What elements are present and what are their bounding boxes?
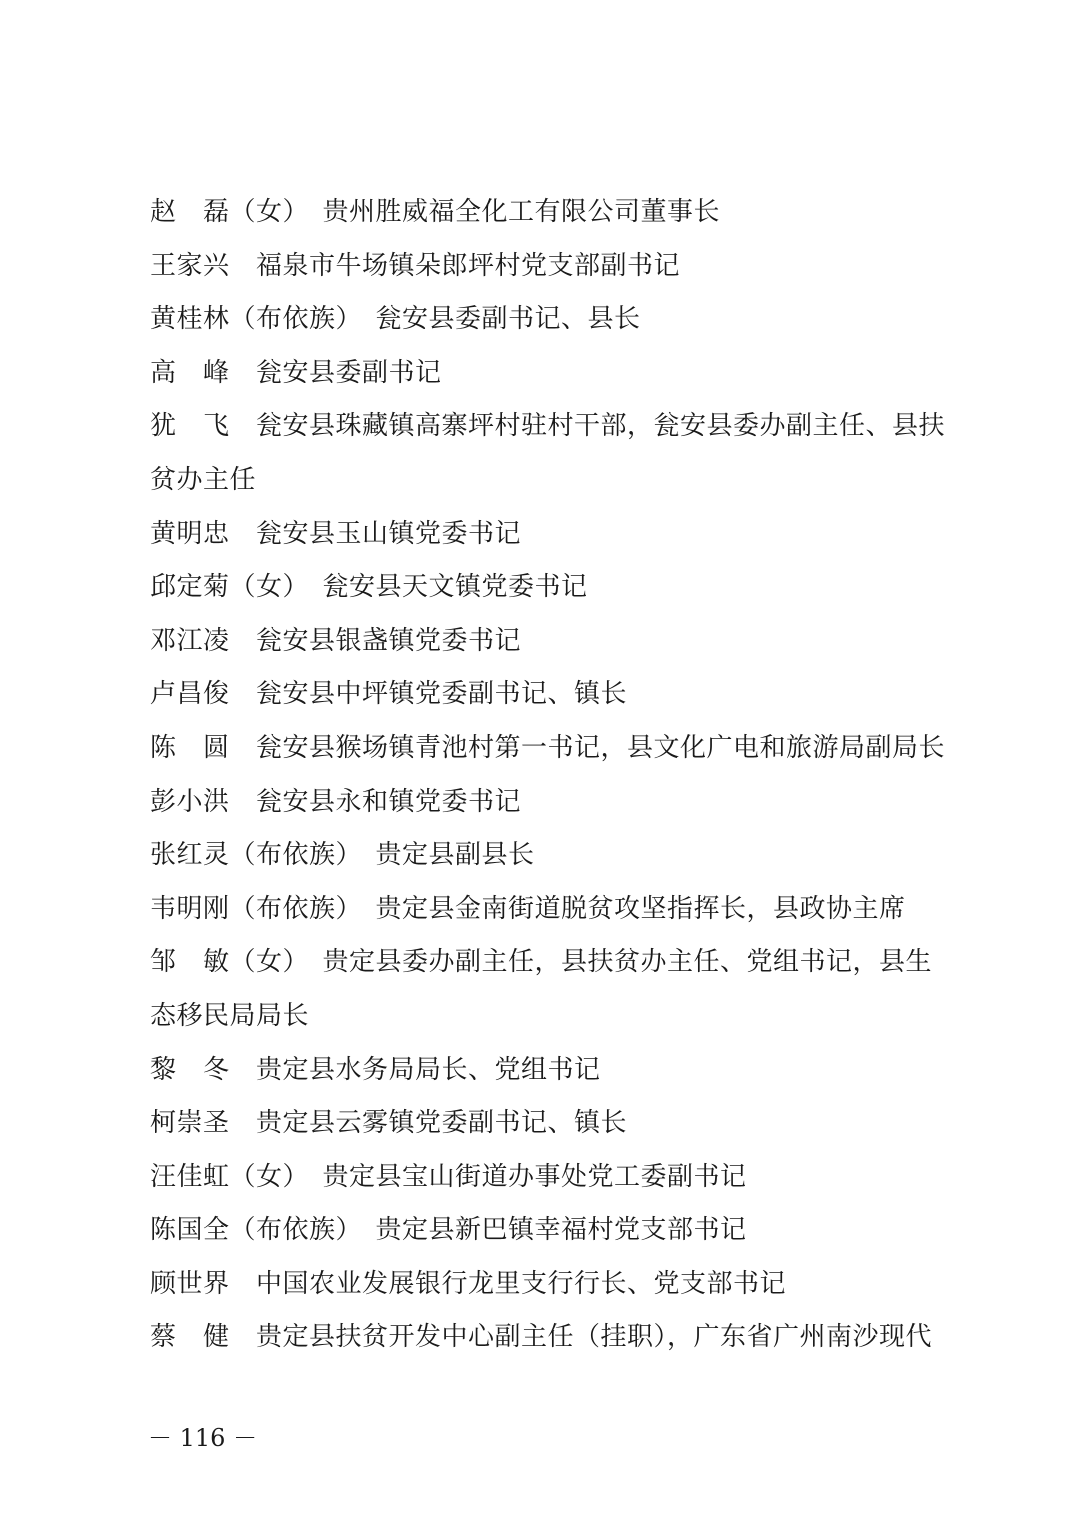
list-item: 蔡 健 贵定县扶贫开发中心副主任（挂职），广东省广州南沙现代: [150, 1322, 933, 1353]
list-item: 张红灵（布依族） 贵定县副县长: [150, 840, 535, 871]
list-item: 顾世界 中国农业发展银行龙里支行行长、党支部书记: [150, 1268, 787, 1299]
page-number: － 116 －: [148, 1424, 258, 1452]
list-item-continuation: 态移民局局长: [150, 1000, 310, 1031]
list-item: 彭小洪 瓮安县永和镇党委书记: [150, 786, 522, 817]
list-item: 黎 冬 贵定县水务局局长、党组书记: [150, 1054, 601, 1085]
list-item: 黄桂林（布依族） 瓮安县委副书记、县长: [150, 304, 641, 335]
list-item: 陈国全（布依族） 贵定县新巴镇幸福村党支部书记: [150, 1215, 747, 1246]
list-item: 卢昌俊 瓮安县中坪镇党委副书记、镇长: [150, 679, 628, 710]
list-item: 王家兴 福泉市牛场镇朵郎坪村党支部副书记: [150, 250, 681, 281]
list-item: 邹 敏（女） 贵定县委办副主任，县扶贫办主任、党组书记，县生: [150, 947, 933, 978]
list-item: 邱定菊（女） 瓮安县天文镇党委书记: [150, 572, 588, 603]
list-item: 黄明忠 瓮安县玉山镇党委书记: [150, 518, 522, 549]
list-item: 邓江凌 瓮安县银盏镇党委书记: [150, 625, 522, 656]
list-item: 赵 磊（女） 贵州胜威福全化工有限公司董事长: [150, 197, 721, 227]
list-item: 高 峰 瓮安县委副书记: [150, 357, 442, 388]
name-list: [150, 192, 950, 1371]
list-item: 柯崇圣 贵定县云雾镇党委副书记、镇长: [150, 1108, 628, 1139]
list-item: 陈 圆 瓮安县猴场镇青池村第一书记，县文化广电和旅游局副局长: [150, 732, 946, 763]
list-item: 犹 飞 瓮安县珠藏镇高寨坪村驻村干部，瓮安县委办副主任、县扶: [150, 411, 946, 442]
list-item: 韦明刚（布依族） 贵定县金南街道脱贫攻坚指挥长，县政协主席: [150, 893, 906, 924]
list-item: 汪佳虹（女） 贵定县宝山街道办事处党工委副书记: [150, 1161, 747, 1192]
list-item-continuation: 贫办主任: [150, 464, 257, 495]
